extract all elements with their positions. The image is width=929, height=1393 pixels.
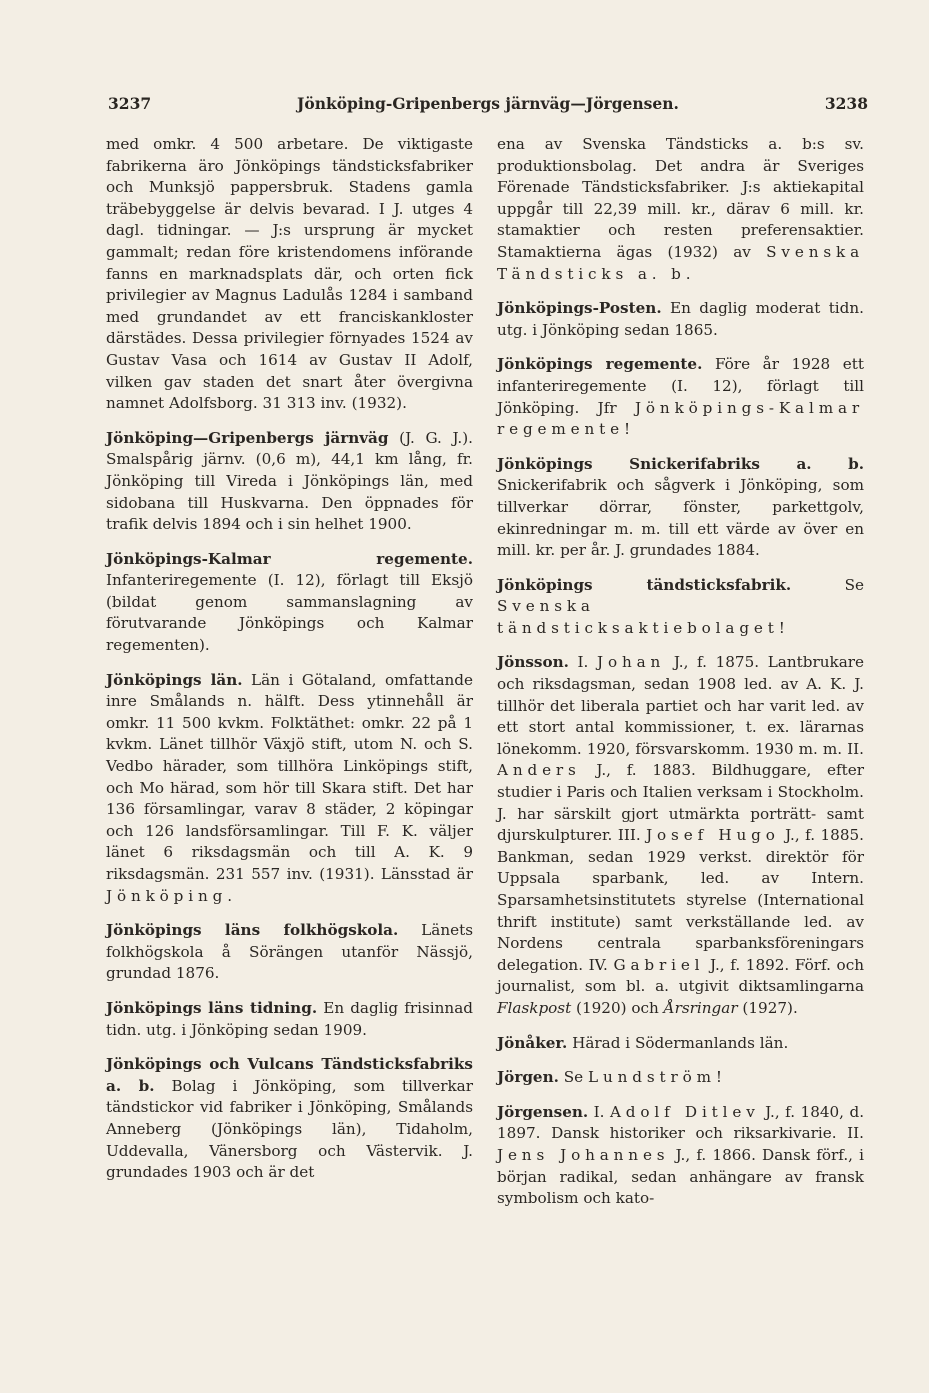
- dictionary-entry: [106, 549, 473, 657]
- entry-text: (1920) och: [571, 998, 664, 1017]
- entry-text: Före år 1928 ett infanteriregemente (I. 12), förlagt till Jönköping. Jfr: [497, 355, 864, 417]
- entry-headword: Jönköpings läns tidning.: [106, 998, 318, 1017]
- entry-headword: Jönköpings regemente.: [497, 355, 703, 374]
- entry-text: (J. G. J.). Smalspårig järnv. (0,6 m), 44,1 km lång, fr. Jönköping till Vireda i Jönköpings län, med sidobana till Huskvarna. Den öppnades för trafik delvis 1894 och i sin helhet 1900.: [106, 428, 473, 534]
- entry-text: Se: [558, 1068, 588, 1087]
- entry-text: J., f. 1866. Dansk förf., i början radikal, sedan anhängare av fransk symbolism och kato-: [497, 1145, 865, 1208]
- left-column: [106, 134, 473, 1197]
- dictionary-entry: [106, 134, 473, 415]
- entry-text: ena av Svenska Tändsticks a. b:s sv. produktionsbolag. Det andra är Sveriges Förenade Tändsticksfabriker. J:s aktiekapital uppgår till 22,39 mill. kr., därav 6 mill. kr. stamaktier och resten preferensaktier. Stamaktierna ägas (1932) av: [497, 135, 864, 261]
- spaced-name: Anders: [497, 761, 581, 780]
- entry-headword: Jönköpings-Kalmar regemente.: [106, 549, 473, 568]
- spaced-name: Gabriel: [613, 955, 705, 974]
- dictionary-entry: [106, 1054, 473, 1184]
- page-number-left: 3237: [108, 94, 152, 113]
- entry-headword: Jönsson.: [497, 653, 569, 672]
- entry-headword: Jörgensen.: [497, 1102, 589, 1121]
- page-number-right: 3238: [824, 94, 868, 113]
- entry-text: En daglig moderat tidn. utg. i Jönköping sedan 1865.: [497, 299, 864, 339]
- dictionary-entry: [497, 354, 864, 440]
- entry-text: J., f. 1892. Förf. och journalist, som bl. a. utgivit diktsamlingarna: [497, 955, 864, 996]
- entry-text: med omkr. 4 500 arbetare. De viktigaste fabrikerna äro Jönköpings tändsticksfabriker och Munksjö pappersbruk. Stadens gamla träbebyggelse är delvis bevarad. I J. utges 4 dagl. tidningar. — J:s ursprung är mycket gammalt; redan före kristendomens införande fanns en marknadsplats där, och orten fick privilegier av Magnus Ladulås 1284 i samband med grundandet av ett franciskankloster därstädes. Dessa privilegier förnyades 1524 av Gustav Vasa och 1614 av Gustav II Adolf, vilken gav staden det snart åter övergivna namnet Adolfsborg. 31 313 inv. (1932).: [106, 135, 473, 413]
- entry-text: J., f. 1875. Lantbrukare och riksdagsman, sedan 1908 led. av A. K. J. tillhör det liberala partiet och har varit led. av ett stort antal kommissioner, t. ex. lärarnas lönekomm. 1920, försvarskomm. 1930 m. m. II.: [497, 653, 864, 758]
- dictionary-entry: [497, 1033, 864, 1055]
- spaced-name: Lundström!: [588, 1068, 727, 1087]
- dictionary-entry: [106, 428, 473, 536]
- entry-text: Snickerifabrik och sågverk i Jönköping, som tillverkar dörrar, fönster, parkettgolv, ekinredningar m. m. till ett värde av över en mill. kr. per år. J. grundades 1884.: [497, 476, 864, 560]
- running-header: [108, 94, 868, 116]
- entry-headword: Jönköpings tändsticksfabrik.: [497, 575, 792, 594]
- dictionary-entry: [497, 575, 864, 640]
- right-column: [497, 134, 864, 1223]
- spaced-name: Jönköping: [106, 886, 228, 905]
- entry-headword: Jönköpings och Vulcans Tändsticksfabriks a. b.: [106, 1055, 473, 1095]
- entry-text: Länets folkhögskola å Sörängen utanför Nässjö, grundad 1876.: [106, 921, 473, 983]
- entry-text: Härad i Södermanlands län.: [567, 1033, 789, 1052]
- italic-title: Flaskpost: [497, 998, 572, 1017]
- entry-headword: Jönköping—Gripenbergs järnväg: [106, 428, 389, 447]
- spaced-name: Svenska Tändsticks a. b.: [497, 242, 864, 283]
- dictionary-entry: [497, 298, 864, 341]
- entry-text: I.: [568, 653, 598, 672]
- entry-headword: Jönköpings Snickerifabriks a. b.: [497, 454, 864, 473]
- spaced-name: Svenska tändsticksaktiebolaget!: [497, 597, 790, 637]
- dictionary-entry: [106, 670, 473, 908]
- entry-text: I.: [588, 1102, 610, 1121]
- entry-headword: Jönåker.: [497, 1033, 568, 1052]
- entry-text: J., f. 1840, d. 1897. Dansk historiker och riksarkivarie. II.: [497, 1102, 865, 1143]
- spaced-name: Johan: [597, 653, 666, 672]
- entry-text: J., f. 1883. Bildhuggare, efter studier i Paris och Italien verksam i Stockholm. J. har särskilt gjort utmärkta porträtt- samt djurskulpturer. III.: [497, 761, 864, 845]
- entry-text: En daglig frisinnad tidn. utg. i Jönköping sedan 1909.: [106, 998, 473, 1039]
- dictionary-entry: [497, 134, 864, 285]
- entry-text: Infanteriregemente (I. 12), förlagt till Eksjö (bildat genom sammanslagning av förutvarande Jönköpings och Kalmar regementen).: [106, 571, 473, 655]
- dictionary-entry: [497, 1067, 864, 1089]
- entry-text: (1927).: [737, 998, 798, 1017]
- spaced-name: Jönköpings-Kalmar regemente!: [497, 398, 864, 439]
- dictionary-entry: [497, 454, 864, 562]
- spaced-name: Josef Hugo: [646, 826, 780, 845]
- entry-headword: Jönköpings län.: [106, 670, 243, 689]
- spaced-name: Adolf Ditlev: [609, 1102, 760, 1121]
- entry-headword: Jörgen.: [497, 1068, 559, 1087]
- entry-text: .: [227, 886, 233, 905]
- entry-headword: Jönköpings läns folkhögskola.: [106, 921, 399, 940]
- entry-text: Bolag i Jönköping, som tillverkar tändstickor vid fabriker i Jönköping, Smålands Anneberg (Jönköpings län), Tidaholm, Uddevalla, Vänersborg och Västervik. J. grundades 1903 och är det: [106, 1076, 473, 1182]
- dictionary-entry: [497, 1102, 864, 1210]
- italic-title: Årsringar: [663, 998, 738, 1017]
- dictionary-entry: [106, 920, 473, 985]
- entry-text: Län i Götaland, omfattande inre Smålands n. hälft. Dess ytinnehåll är omkr. 11 500 kvkm. Folktäthet: omkr. 22 på 1 kvkm. Länet tillhör Växjö stift, utom N. och S. Vedbo härader, som tillhöra Linköpings stift, och Mo härad, som hör till Skara stift. Det har 136 församlingar, varav 8 städer, 2 köpingar och 126 landsförsamlingar. Till F. K. väljer länet 6 riksdagsmän och till A. K. 9 riksdagsmän. 231 557 inv. (1931). Länsstad är: [106, 670, 473, 883]
- entry-text: Se: [791, 575, 864, 594]
- dictionary-entry: [497, 652, 864, 1019]
- entry-text: J., f. 1885. Bankman, sedan 1929 verkst. direktör för Uppsala sparbank, led. av Intern. Sparsamhetsinstitutets styrelse (International thrift institute) samt verkställande led. av Nordens centrala sparbanksföreningars delegation. IV.: [497, 826, 864, 974]
- entry-headword: Jönköpings-Posten.: [497, 299, 662, 318]
- spaced-name: Jens Johannes: [497, 1145, 670, 1164]
- running-title: Jönköping-Gripenbergs järnväg—Jörgensen.: [297, 94, 679, 113]
- dictionary-entry: [106, 998, 473, 1041]
